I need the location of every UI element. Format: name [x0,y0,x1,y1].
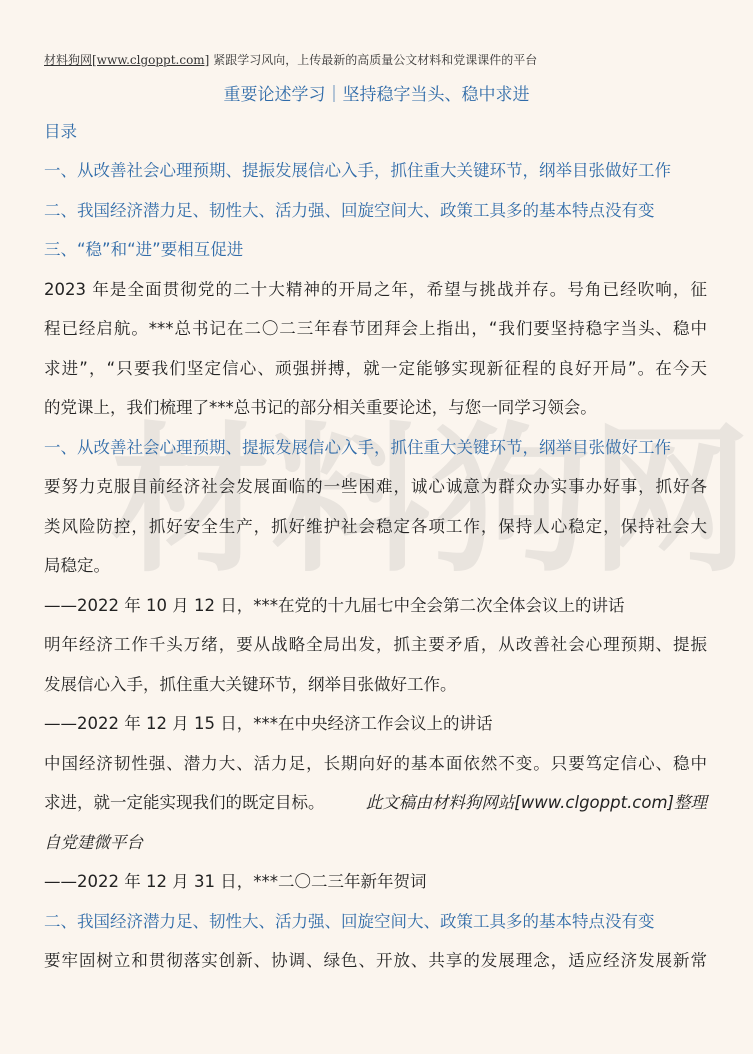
section1-para3-line-1: 中国经济韧性强、潜力大、活力足，长期向好的基本面依然不变。只要笃定信心、稳中 [44,754,707,773]
site-link[interactable]: 材料狗网[www.clgoppt.com] [44,53,210,67]
section1-para3-line-2 [44,792,707,814]
watermark-char: 料 [270,406,431,594]
section1-para2-line-2: 发展信心入手，抓住重大关键环节，纲举目张做好工作。 [44,675,457,694]
section1-para1-line-2: 类风险防控，抓好安全生产，抓好维护社会稳定各项工作，保持人心稳定，保持社会大 [44,517,707,536]
section1-source-3: ——2022 年 12 月 31 日，***二〇二三年新年贺词 [44,872,427,891]
section1-heading: 一、从改善社会心理预期、提振发展信心入手，抓住重大关键环节，纲举目张做好工作 [44,438,671,457]
section2-para1-line-1: 要牢固树立和贯彻落实创新、协调、绿色、开放、共享的发展理念，适应经济发展新常 [44,951,707,970]
section1-para1-line-3: 局稳定。 [44,556,110,575]
intro-line-4: 的党课上，我们梳理了***总书记的部分相关重要论述，与您一同学习领会。 [44,398,597,417]
site-header [44,51,537,68]
watermark [110,400,751,600]
page-title: 重要论述学习｜坚持稳字当头、稳中求进 [223,85,530,105]
toc-label: 目录 [44,122,77,141]
section1-source-1: ——2022 年 10 月 12 日，***在党的十九届七中全会第二次全体会议上的讲话 [44,596,625,615]
section1-source-2: ——2022 年 12 月 15 日，***在中央经济工作会议上的讲话 [44,714,493,733]
source-note-continued: 自党建微平台 [44,833,143,852]
watermark-char: 狗 [430,406,591,594]
section1-para3-text: 求进，就一定能实现我们的既定目标。 [44,793,325,812]
watermark-char: 网 [590,406,751,594]
toc-item-1[interactable]: 一、从改善社会心理预期、提振发展信心入手，抓住重大关键环节，纲举目张做好工作 [44,161,671,180]
site-slogan: 紧跟学习风向，上传最新的高质量公文材料和党课课件的平台 [213,53,538,67]
intro-line-1: 2023 年是全面贯彻党的二十大精神的开局之年，希望与挑战并存。号角已经吹响，征 [44,280,707,299]
section1-para1-line-1: 要努力克服目前经济社会发展面临的一些困难，诚心诚意为群众办实事办好事，抓好各 [44,477,707,496]
watermark-char: 材 [110,406,271,594]
intro-line-3: 求进”，“只要我们坚定信心、顽强拼搏，就一定能够实现新征程的良好开局”。在今天 [44,359,707,378]
toc-item-3[interactable]: 三、“稳”和“进”要相互促进 [44,240,244,259]
section1-para2-line-1: 明年经济工作千头万绪，要从战略全局出发，抓主要矛盾，从改善社会心理预期、提振 [44,635,707,654]
intro-line-2: 程已经启航。***总书记在二〇二三年春节团拜会上指出，“我们要坚持稳字当头、稳中 [44,319,707,338]
toc-item-2[interactable]: 二、我国经济潜力足、韧性大、活力强、回旋空间大、政策工具多的基本特点没有变 [44,201,655,220]
section2-heading: 二、我国经济潜力足、韧性大、活力强、回旋空间大、政策工具多的基本特点没有变 [44,912,655,931]
source-note: 此文稿由材料狗网站[www.clgoppt.com]整理 [365,793,707,812]
